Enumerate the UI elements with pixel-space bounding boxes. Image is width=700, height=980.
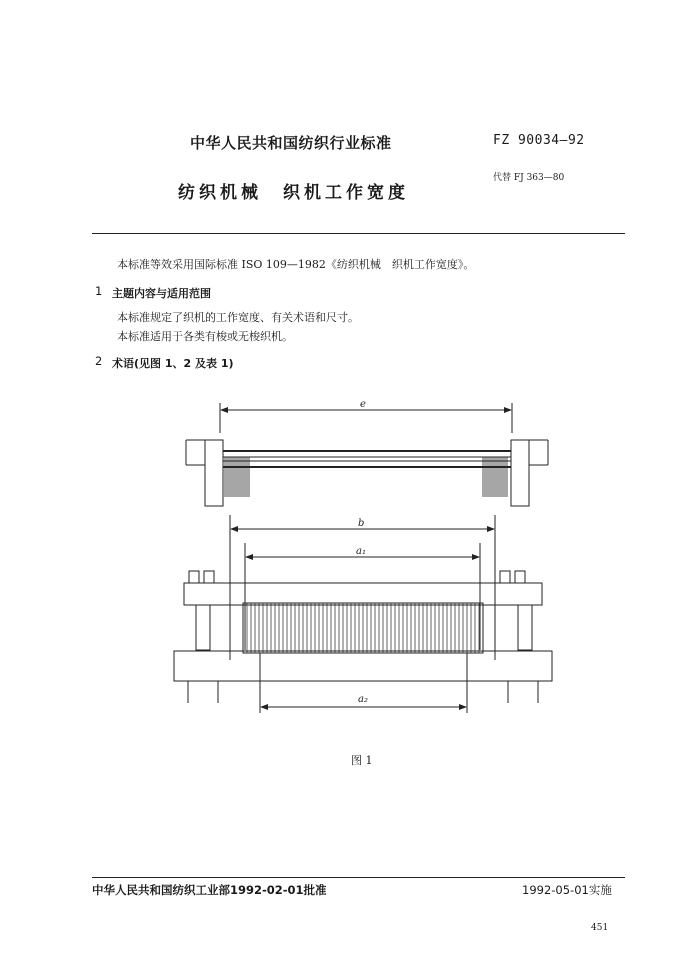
top-view-drawing [186, 403, 548, 506]
front-view-drawing [174, 515, 552, 713]
warp-hatch-left [225, 457, 249, 497]
section-title: 术语(见图 1、2 及表 1) [112, 357, 234, 370]
cloth-hatch [247, 603, 479, 653]
section-number: 1 [95, 284, 103, 298]
section-title: 主题内容与适用范围 [112, 287, 211, 300]
dimension-label-e: e [360, 399, 366, 410]
figure-caption: 图 1 [351, 754, 373, 767]
document-title: 纺织机械 织机工作宽度 [178, 183, 409, 203]
loom-width-figure [170, 395, 560, 725]
page-number: 451 [591, 923, 609, 933]
section-paragraph: 本标准规定了织机的工作宽度、有关术语和尺寸。 [117, 311, 359, 324]
dimension-label-a1: a₁ [356, 546, 366, 557]
section-paragraph: 本标准适用于各类有梭或无梭织机。 [117, 330, 293, 343]
effective-date: 1992-05-01实施 [522, 883, 612, 897]
warp-hatch-right [483, 457, 507, 497]
dimension-label-a2: a₂ [358, 694, 368, 705]
approval-line: 中华人民共和国纺织工业部1992-02-01批准 [92, 883, 327, 897]
dimension-label-b: b [358, 518, 365, 529]
intro-paragraph: 本标准等效采用国际标准 ISO 109—1982《纺织机械 织机工作宽度》。 [117, 258, 475, 271]
issuing-organization: 中华人民共和国纺织行业标准 [190, 134, 392, 152]
header-rule [92, 233, 625, 234]
footer-rule [92, 877, 625, 878]
standard-code: FZ 90034—92 [493, 133, 585, 148]
section-number: 2 [95, 354, 103, 368]
replaces-note: 代替 FJ 363—80 [493, 173, 565, 183]
